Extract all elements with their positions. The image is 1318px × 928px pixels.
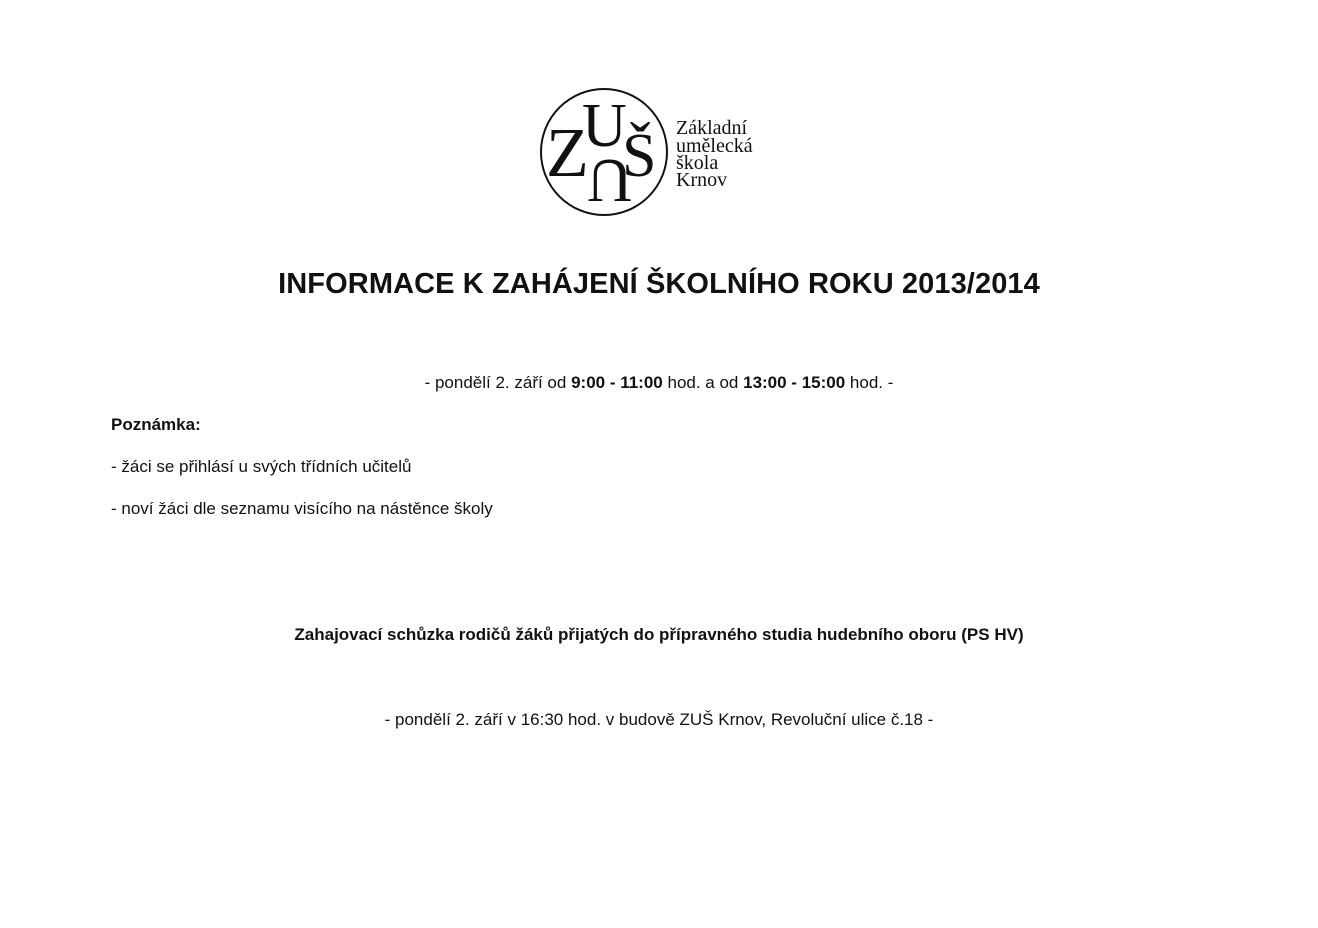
schedule-time-afternoon: 13:00 - 15:00 <box>743 373 846 392</box>
schedule-middle: hod. a od <box>662 373 744 392</box>
svg-text:Z: Z <box>546 115 589 192</box>
logo-line-1: Základní <box>676 117 748 139</box>
meeting-heading: Zahajovací schůzka rodičů žáků přijatých do přípravného studia hudebního oboru (PS HV) <box>294 625 1024 644</box>
logo-line-3: škola <box>676 152 719 174</box>
logo-line-2: umělecká <box>676 135 753 157</box>
schedule-line <box>0 373 1318 393</box>
meeting-detail: - pondělí 2. září v 16:30 hod. v budově ZUŠ Krnov, Revoluční ulice č.18 - <box>384 710 934 729</box>
schedule-time-morning: 9:00 - 11:00 <box>571 373 663 392</box>
logo-line-4: Krnov <box>676 169 728 191</box>
note-heading: Poznámka: <box>111 415 201 434</box>
school-logo <box>538 84 768 224</box>
svg-text:Š: Š <box>622 122 657 190</box>
schedule-prefix: - pondělí 2. září od <box>424 373 572 392</box>
note-item-1: - žáci se přihlásí u svých třídních učitelů <box>111 457 412 476</box>
svg-text:U: U <box>587 146 632 214</box>
note-item-2: - noví žáci dle seznamu visícího na nástěnce školy <box>111 499 493 518</box>
schedule-suffix: hod. - <box>845 373 894 392</box>
page-title: INFORMACE K ZAHÁJENÍ ŠKOLNÍHO ROKU 2013/2014 <box>278 268 1040 300</box>
svg-text:U: U <box>582 92 627 160</box>
